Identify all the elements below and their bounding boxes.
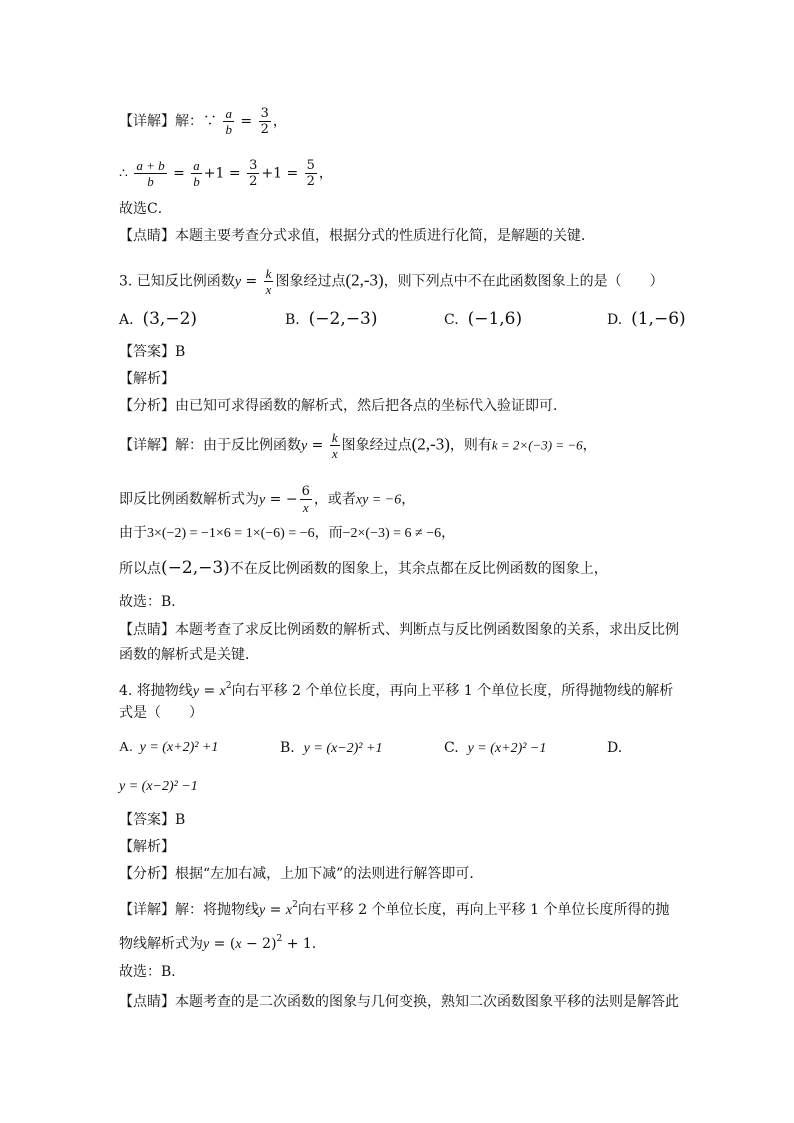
detail-text: 由于 xyxy=(119,525,147,541)
fraction-k-over-x: $\frac{k}{x}$ xyxy=(265,266,272,297)
detail-text: 解：将抛物线 xyxy=(175,902,259,918)
q3-point-neg: (−2,−3) xyxy=(161,558,230,578)
q4-stem-2: 式是（ ） xyxy=(119,705,203,721)
fraction-6-over-x: $\frac{6}{x}$ xyxy=(301,484,310,515)
option-label: A. xyxy=(119,740,133,755)
answer-tag: 【答案】 xyxy=(119,812,175,828)
q3-stem-text: 3. 已知反比例函数 xyxy=(119,273,235,290)
answer-value: B xyxy=(175,812,186,828)
fraction-5-over-2: $\frac{5}{2}$ xyxy=(306,158,315,189)
fraction-a-over-b: $\frac{a}{b}$ xyxy=(225,106,232,137)
q4-option-c xyxy=(444,737,546,760)
comment-text: 本题主要考查分式求值，根据分式的性质进行化简，是解题的关键． xyxy=(175,228,595,244)
fraction-3-over-2-2: $\frac{3}{2}$ xyxy=(249,158,258,189)
k-equation: k = 2×(−3) = −6 xyxy=(491,437,583,453)
q4-option-b xyxy=(280,737,382,760)
q4-stem-1: 4. 将抛物线$y = x^2$向右平移 2 个单位长度，再向上平移 1 个单位长度，所得抛物线的解析 xyxy=(119,681,674,699)
detail-text-3: ， xyxy=(441,525,456,541)
because-symbol: ∵ xyxy=(203,113,217,130)
q3-comment-1 xyxy=(119,620,679,640)
detail-text-2: 向右平移 2 个单位长度，再向上平移 1 个单位长度所得的抛 xyxy=(297,902,670,918)
detail-text: 所以点 xyxy=(119,561,161,577)
q4-comment xyxy=(119,992,679,1012)
product-equation: 3×(−2) = −1×6 = 1×(−6) = −6 xyxy=(147,526,315,541)
detail-tag: 【详解】 xyxy=(119,113,175,130)
option-value: y = (x+2)² −1 xyxy=(467,741,547,756)
comment-text: 本题考查了求反比例函数的解析式、判断点与反比例函数图象的关系，求出反比例 xyxy=(175,622,679,638)
detail-text: 解： xyxy=(175,113,203,130)
option-value: (−1,6) xyxy=(467,309,523,329)
q3-answer xyxy=(119,342,185,362)
option-value: (−2,−3) xyxy=(308,309,378,329)
detail-end: ． xyxy=(311,936,326,952)
fraction-a-plus-b-over-b: $\frac{a + b}{b}$ xyxy=(136,158,165,189)
q4-answer xyxy=(119,810,185,830)
q3-choose: 故选：B． xyxy=(119,594,186,610)
q3-option-d xyxy=(607,308,686,331)
analyze-text: 根据“左加右减，上加下减”的法则进行解答即可． xyxy=(175,866,484,882)
comment-text: 本题考查的是二次函数的图象与几何变换，熟知二次函数图象平移的法则是解答此 xyxy=(175,994,679,1010)
detail-text-2: 不在反比例函数的图象上，其余点都在反比例函数的图象上， xyxy=(229,561,608,577)
detail-tag: 【详解】 xyxy=(119,437,175,454)
answer-value: B xyxy=(175,344,186,360)
analyze-tag: 【分析】 xyxy=(119,398,175,414)
q4-option-d-value xyxy=(119,775,198,798)
option-label: B. xyxy=(280,740,295,756)
q3-analyze xyxy=(119,396,567,416)
detail-text-2: ，而 xyxy=(314,525,343,541)
therefore-symbol: ∴ xyxy=(119,165,128,182)
q2-detail-line: 【详解】解：∵ $\frac{a}{b}$ = $\frac{3}{2}$ ， xyxy=(119,106,287,137)
q4-analysis-tag: 【解析】 xyxy=(119,839,175,855)
q3-detail-line2: 即反比例函数解析式为y = − $\frac{6}{x}$ ，或者xy = −6， xyxy=(119,484,416,515)
q3-detail-line4 xyxy=(119,558,608,579)
comment-tag: 【点睛】 xyxy=(119,622,175,638)
option-value: (3,−2) xyxy=(142,309,198,329)
q2-comment xyxy=(119,226,595,246)
detail-text: 物线解析式为 xyxy=(119,936,203,952)
detail-text-2: 图象经过点 xyxy=(341,437,412,454)
q4-stem-text-2: 向右平移 2 个单位长度，再向上平移 1 个单位长度，所得抛物线的解析 xyxy=(231,683,674,699)
fraction-k-over-x: $\frac{k}{x}$ xyxy=(331,430,338,461)
q4-option-a xyxy=(119,737,218,759)
q3-option-a xyxy=(119,308,197,331)
option-label: D. xyxy=(607,312,623,328)
q3-detail-line1: 【详解】解：由于反比例函数y = $\frac{k}{x}$ 图象经过点(2,-3)，则有k = 2×(−3) = −6， xyxy=(119,430,597,461)
detail-text: 即反比例函数解析式为 xyxy=(119,491,259,508)
q3-analysis-tag: 【解析】 xyxy=(119,371,175,387)
detail-text-2: ，或者 xyxy=(313,491,356,508)
q3-option-b xyxy=(285,308,377,331)
q2-therefore-line: ∴ $\frac{a + b}{b}$ = $\frac{a}{b}$ +1 = $\frac{3}{2}$ +1 = $\frac{5}{2}$ ， xyxy=(119,158,333,189)
option-label: C. xyxy=(444,312,459,328)
q4-detail-line2: 物线解析式为$y = (x - 2)^2 + 1$． xyxy=(119,934,326,952)
inequality: −2×(−3) = 6 ≠ −6 xyxy=(342,526,442,541)
q3-comment-2: 函数的解析式是关键． xyxy=(119,647,259,663)
option-value: y = (x+2)² +1 xyxy=(139,740,219,755)
q4-stem-text: 4. 将抛物线 xyxy=(119,683,193,699)
detail-text: 解：由于反比例函数 xyxy=(175,437,301,454)
q3-point: (2,-3) xyxy=(411,434,450,454)
q4-detail-line1: 【详解】解：将抛物线$y = x^2$向右平移 2 个单位长度，再向上平移 1 个单位长度所得的抛 xyxy=(119,900,670,918)
comment-tag: 【点睛】 xyxy=(119,228,175,244)
xy-equation: xy = −6 xyxy=(355,492,402,508)
answer-tag: 【答案】 xyxy=(119,344,175,360)
q3-stem: 3. 已知反比例函数y = $\frac{k}{x}$ 图象经过点(2,-3)，则下列点中不在此函数图象上的是（ ） xyxy=(119,266,664,297)
q3-option-c xyxy=(444,308,522,331)
q3-point: (2,-3) xyxy=(345,270,384,290)
option-value: (1,−6) xyxy=(631,309,686,329)
q4-option-d-label: D. xyxy=(607,740,623,756)
option-label: B. xyxy=(285,312,300,328)
option-value: y = (x−2)² +1 xyxy=(303,741,383,756)
q3-stem-text-3: ，则下列点中不在此函数图象上的是（ ） xyxy=(383,273,664,290)
option-label: C. xyxy=(444,740,459,756)
comment-tag: 【点睛】 xyxy=(119,994,175,1010)
analyze-text: 由已知可求得函数的解析式，然后把各点的坐标代入验证即可． xyxy=(175,398,567,414)
q3-detail-line3 xyxy=(119,523,455,544)
option-value: y = (x−2)² −1 xyxy=(119,779,198,794)
q4-choose: 故选：B． xyxy=(119,964,186,980)
detail-tag: 【详解】 xyxy=(119,902,175,918)
detail-text-3: ，则有 xyxy=(449,437,492,454)
fraction-a-over-b-2: $\frac{a}{b}$ xyxy=(193,158,200,189)
analyze-tag: 【分析】 xyxy=(119,866,175,882)
fraction-3-over-2: $\frac{3}{2}$ xyxy=(260,106,269,137)
q4-analyze xyxy=(119,864,483,884)
option-label: A. xyxy=(119,312,134,328)
q2-choose: 故选C． xyxy=(119,201,172,217)
q3-stem-text-2: 图象经过点 xyxy=(275,273,346,290)
